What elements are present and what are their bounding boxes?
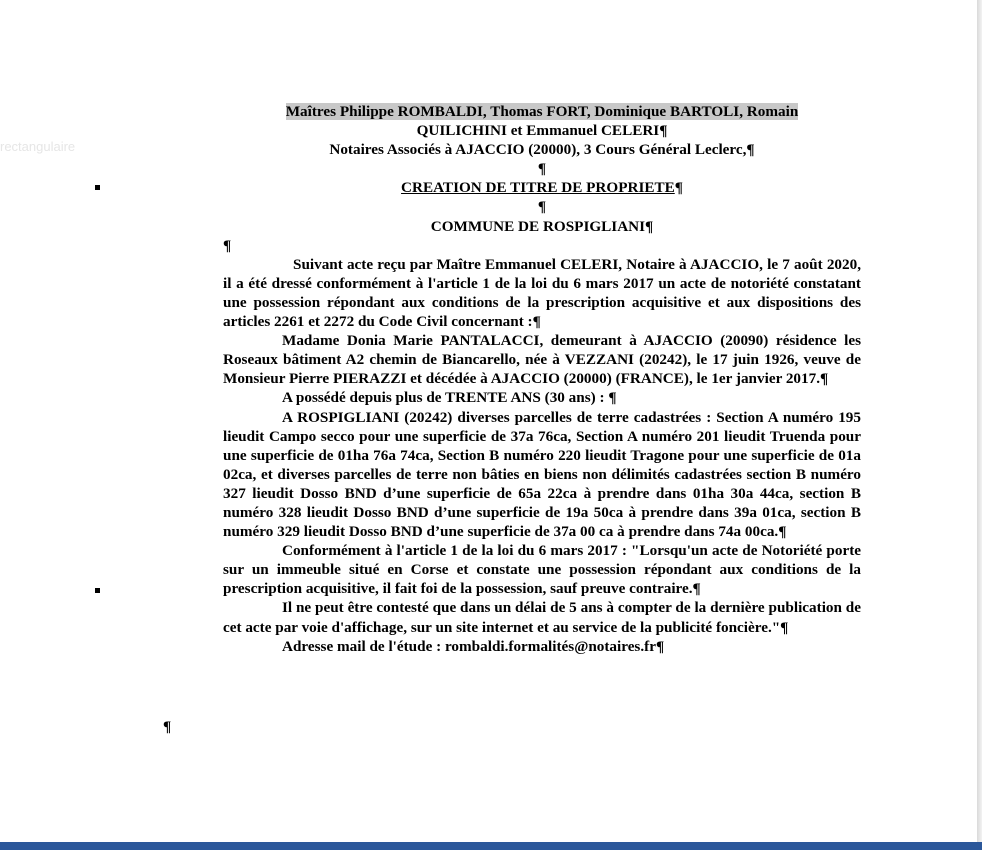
page-edge <box>977 0 982 842</box>
paragraph-parcelles: A ROSPIGLIANI (20242) diverses parcelles de terre cadastrées : Section A numéro 195 lieudit Campo secco pour une superficie de 37a 76ca, Section A numéro 201 lieudit Truenda pour une superficie de 01ha 76a 74ca, Section B numéro 220 lieudit Tragone pour une superficie de 01a 02ca, et diverses parcelles de terre non bâties en biens non délimités cadastrées section B numéro 327 lieudit Dosso BND d’une superficie de 65a 22ca à prendre dans 01ha 30a 44ca, section B numéro 328 lieudit Dosso BND d’une superficie de 19a 50ca à prendre dans 39a 01ca, section B numéro 329 lieudit Dosso BND d’une superficie de 37a 00 ca à prendre dans 74a 00ca.¶ <box>223 408 861 541</box>
paragraph-acte: Suivant acte reçu par Maître Emmanuel CELERI, Notaire à AJACCIO, le 7 août 2020, il a été dressé conformément à l'article 1 de la loi du 6 mars 2017 un acte de notoriété constatant une possession répondant aux conditions de la prescription acquisitive et aux dispositions des articles 2261 et 2272 du Code Civil concernant :¶ <box>223 255 861 331</box>
paragraph-delai: Il ne peut être contesté que dans un délai de 5 ans à compter de la dernière publication de cet acte par voie d'affichage, sur un site internet et au service de la publicité foncière."¶ <box>223 599 861 636</box>
empty-paragraph: ¶ <box>537 198 547 216</box>
status-bar <box>0 842 982 850</box>
header-line-3: Notaires Associés à AJACCIO (20000), 3 Cours Général Leclerc,¶ <box>329 141 755 159</box>
empty-paragraph: ¶ <box>537 160 547 178</box>
paragraph-adresse: Adresse mail de l'étude : rombaldi.formalités@notaires.fr¶ <box>282 637 665 655</box>
paragraph-conformement: Conformément à l'article 1 de la loi du 6 mars 2017 : "Lorsqu'un acte de Notoriété porte sur un immeuble situé en Corse et constate une possession répondant aux conditions de la prescription acquisitive, il fait foi de la possession, sauf preuve contraire.¶ <box>223 542 861 598</box>
header-line-1: Maîtres Philippe ROMBALDI, Thomas FORT, Dominique BARTOLI, Romain <box>285 103 799 120</box>
paragraph-possede: A possédé depuis plus de TRENTE ANS (30 ans) : ¶ <box>282 389 617 407</box>
empty-paragraph: ¶ <box>163 718 172 735</box>
ghost-text: rectangulaire <box>0 139 76 154</box>
paragraph-madame: Madame Donia Marie PANTALACCI, demeurant à AJACCIO (20090) résidence les Roseaux bâtiment A2 chemin de Biancarello, née à VEZZANI (20242), le 17 juin 1926, veuve de Monsieur Pierre PIERAZZI et décédée à AJACCIO (20000) (FRANCE), le 1er janvier 2017.¶ <box>223 332 861 388</box>
paragraph-mark-bullet <box>95 588 100 593</box>
commune-heading: COMMUNE DE ROSPIGLIANI¶ <box>430 217 654 235</box>
empty-paragraph: ¶ <box>223 236 232 254</box>
header-line-2: QUILICHINI et Emmanuel CELERI¶ <box>416 122 668 140</box>
paragraph-mark-bullet <box>95 185 100 190</box>
title: CREATION DE TITRE DE PROPRIETE¶ <box>401 179 683 197</box>
document-body[interactable] <box>223 102 861 656</box>
